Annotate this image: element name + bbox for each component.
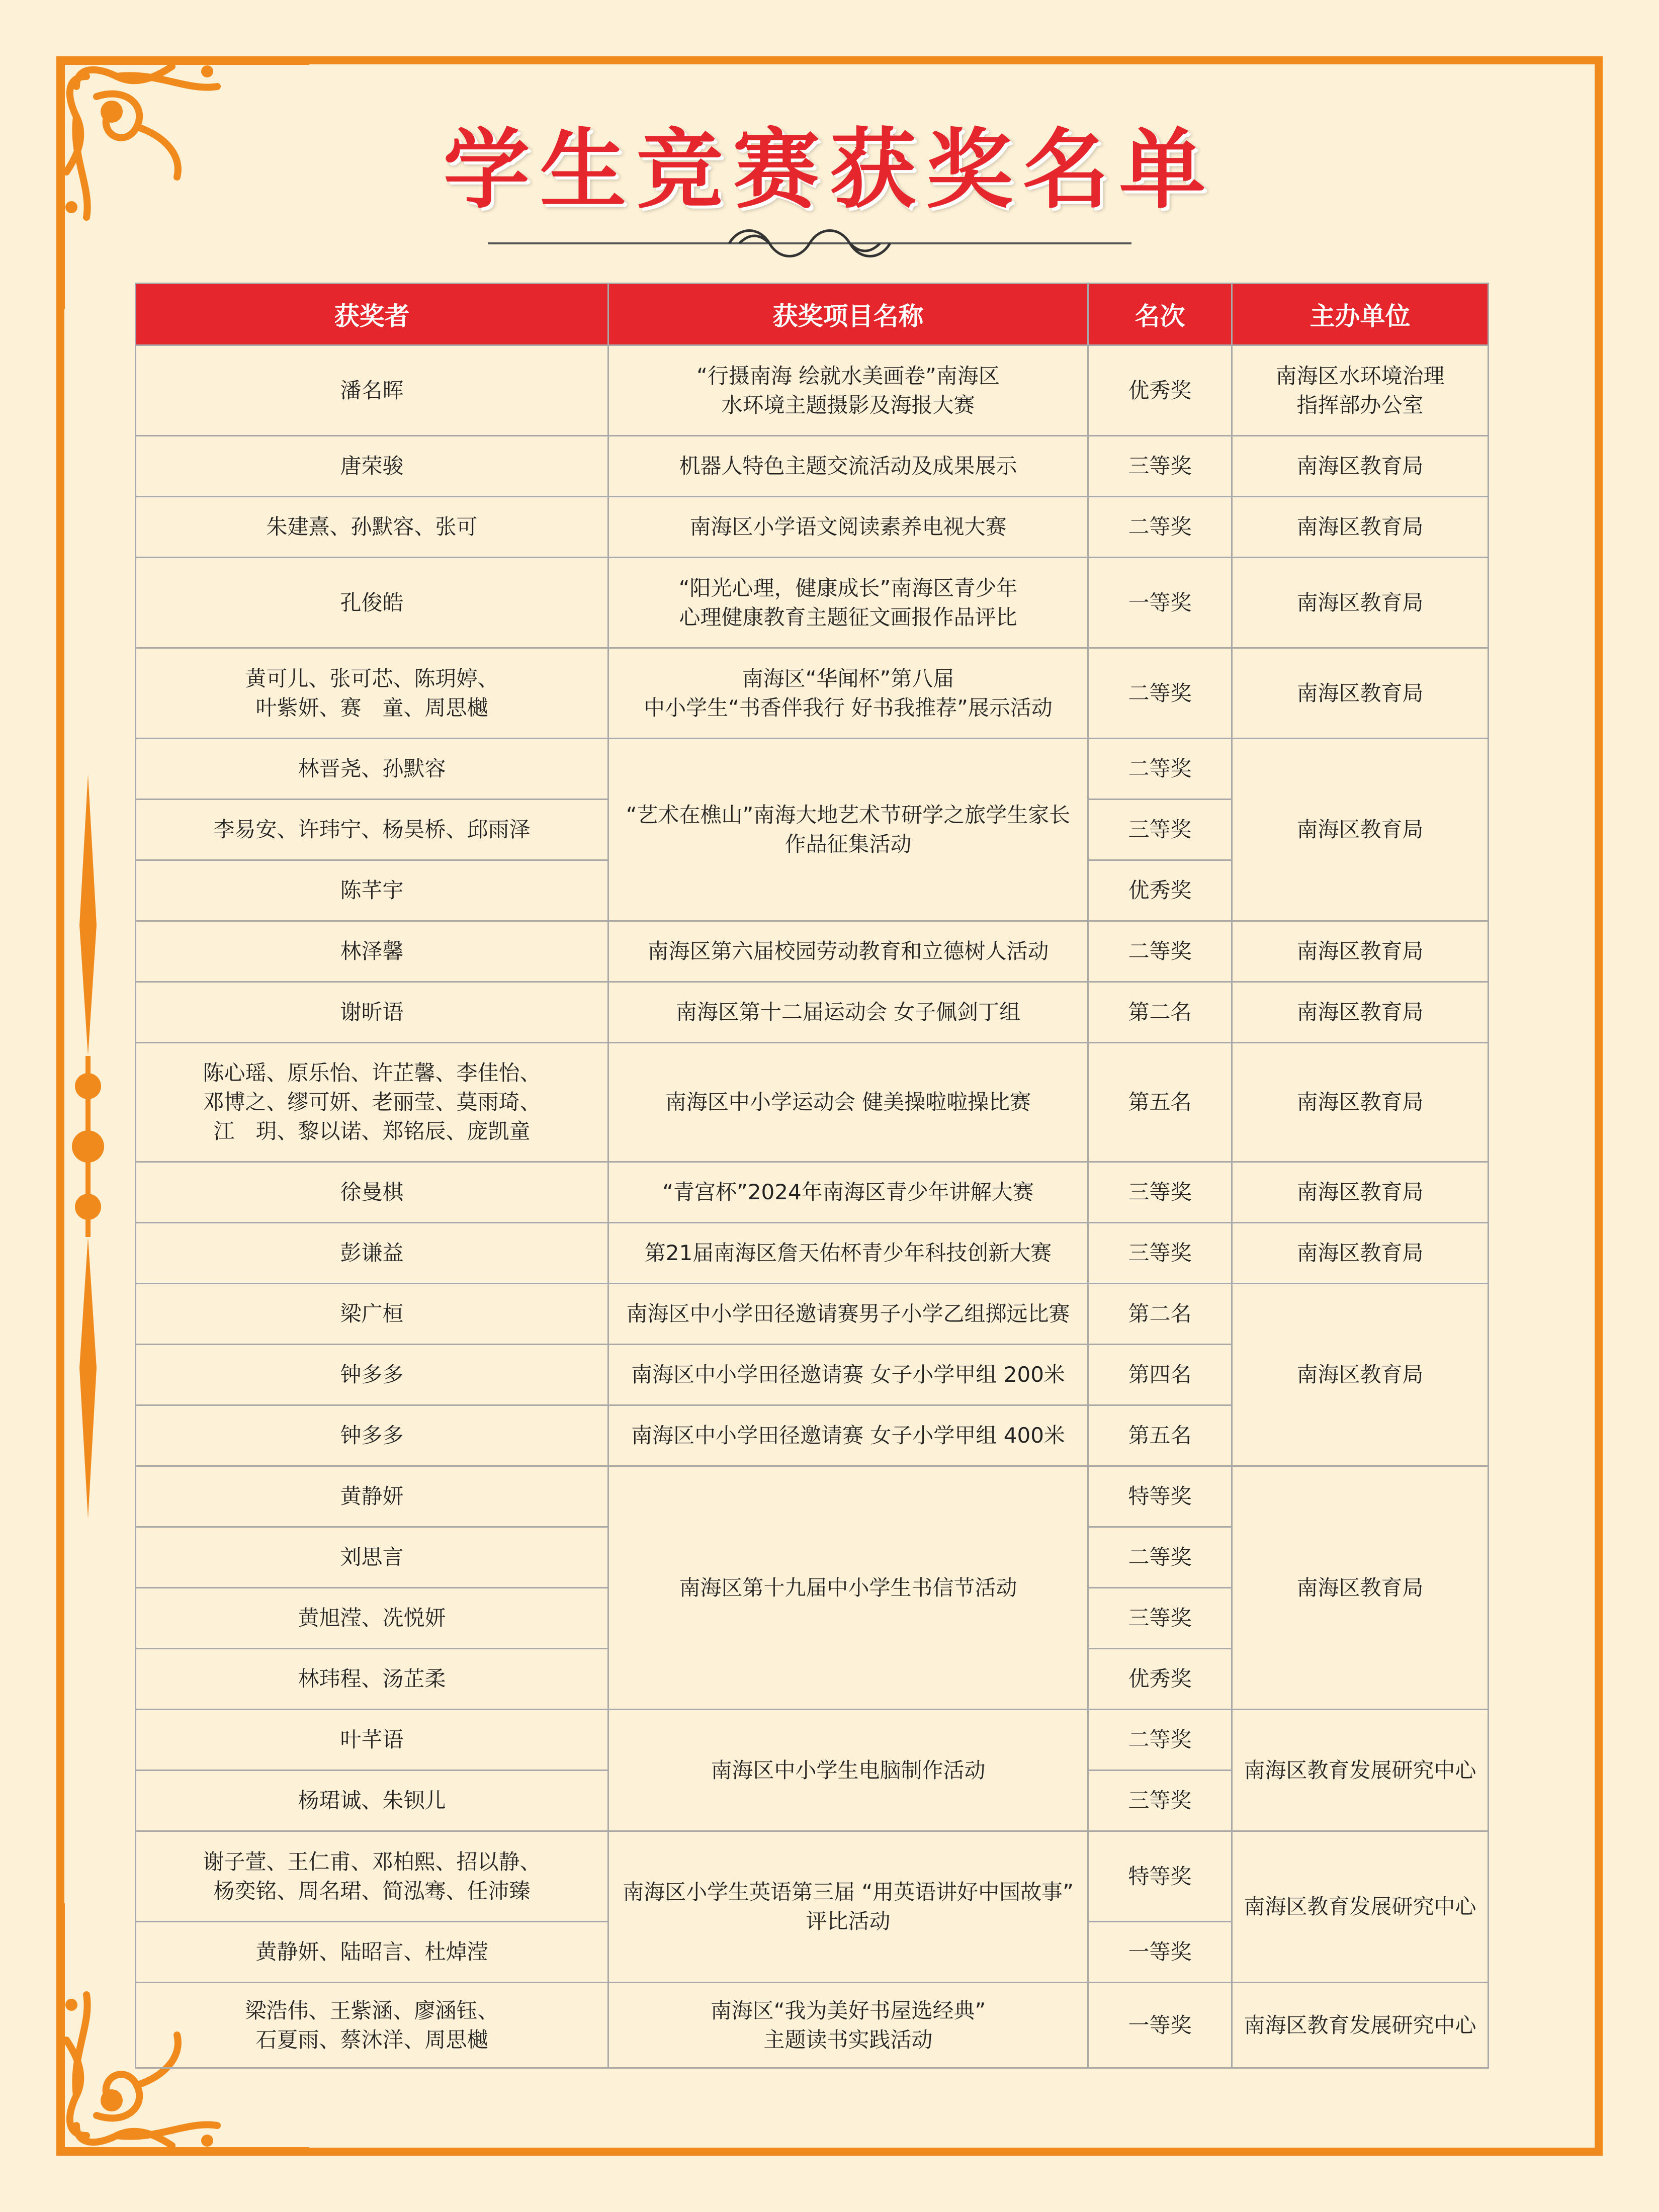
rank-cell: 二等奖: [1088, 1710, 1232, 1771]
winner-cell: 潘名晖: [136, 345, 608, 436]
header-organizer: 主办单位: [1232, 284, 1489, 345]
winner-cell: 陈心瑶、原乐怡、许芷馨、李佳怡、 邓博之、缪可妍、老丽莹、莫雨琦、 江 玥、黎以诺、郑铭辰、庞凯童: [136, 1043, 608, 1162]
winner-cell: 林晋尧、孙默容: [136, 739, 608, 800]
winner-cell: 刘思言: [136, 1527, 608, 1588]
rank-cell: 三等奖: [1088, 1588, 1232, 1649]
winner-cell: 黄可儿、张可芯、陈玥婷、 叶紫妍、赛 童、周思樾: [136, 648, 608, 739]
rank-cell: 三等奖: [1088, 436, 1232, 497]
winner-cell: 徐曼棋: [136, 1162, 608, 1223]
table-row: [136, 345, 1489, 436]
project-cell: 南海区“我为美好书屋选经典” 主题读书实践活动: [608, 1983, 1088, 2068]
rank-cell: 第五名: [1088, 1043, 1232, 1162]
winner-cell: 梁广桓: [136, 1284, 608, 1345]
organizer-cell: 南海区教育发展研究中心: [1232, 1710, 1489, 1831]
winner-cell: 谢昕语: [136, 982, 608, 1043]
organizer-cell: 南海区教育局: [1232, 1284, 1489, 1466]
winner-cell: 唐荣骏: [136, 436, 608, 497]
project-cell: 南海区小学语文阅读素养电视大赛: [608, 497, 1088, 558]
winner-cell: 林玮程、汤芷柔: [136, 1649, 608, 1710]
rank-cell: 二等奖: [1088, 648, 1232, 739]
project-cell: 南海区小学生英语第三届 “用英语讲好中国故事” 评比活动: [608, 1831, 1088, 1983]
table-row: [136, 1284, 1489, 1345]
header-project: 获奖项目名称: [608, 284, 1088, 345]
project-cell: “青宫杯”2024年南海区青少年讲解大赛: [608, 1162, 1088, 1223]
rank-cell: 一等奖: [1088, 558, 1232, 648]
organizer-cell: 南海区教育局: [1232, 739, 1489, 921]
table-row: [136, 739, 1489, 800]
organizer-cell: 南海区教育发展研究中心: [1232, 1831, 1489, 1983]
table-row: [136, 648, 1489, 739]
winner-cell: 杨珺诚、朱钡儿: [136, 1771, 608, 1831]
rank-cell: 第二名: [1088, 982, 1232, 1043]
organizer-cell: 南海区教育局: [1232, 497, 1489, 558]
rank-cell: 特等奖: [1088, 1831, 1232, 1922]
table-row: [136, 497, 1489, 558]
organizer-cell: 南海区教育局: [1232, 1043, 1489, 1162]
project-cell: 南海区第十九届中小学生书信节活动: [608, 1466, 1088, 1710]
winner-cell: 黄静妍、陆昭言、杜焯滢: [136, 1922, 608, 1983]
winner-cell: 叶芊语: [136, 1710, 608, 1771]
awards-table: [135, 283, 1489, 2069]
rank-cell: 特等奖: [1088, 1466, 1232, 1527]
project-cell: 第21届南海区詹天佑杯青少年科技创新大赛: [608, 1223, 1088, 1284]
project-cell: 南海区中小学田径邀请赛 女子小学甲组 200米: [608, 1345, 1088, 1405]
winner-cell: 陈芊宇: [136, 860, 608, 921]
rank-cell: 三等奖: [1088, 1771, 1232, 1831]
table-row: [136, 921, 1489, 982]
winner-cell: 孔俊皓: [136, 558, 608, 648]
table-header-row: [136, 284, 1489, 345]
winner-cell: 梁浩伟、王紫涵、廖涵钰、 石夏雨、蔡沐洋、周思樾: [136, 1983, 608, 2068]
table-row: [136, 1223, 1489, 1284]
organizer-cell: 南海区教育局: [1232, 436, 1489, 497]
table-row: [136, 1162, 1489, 1223]
rank-cell: 第五名: [1088, 1405, 1232, 1466]
project-cell: 南海区中小学运动会 健美操啦啦操比赛: [608, 1043, 1088, 1162]
table-row: [136, 558, 1489, 648]
table-row: [136, 1831, 1489, 1922]
table-row: [136, 982, 1489, 1043]
rank-cell: 优秀奖: [1088, 860, 1232, 921]
winner-cell: 钟多多: [136, 1345, 608, 1405]
winner-cell: 黄静妍: [136, 1466, 608, 1527]
organizer-cell: 南海区教育局: [1232, 1466, 1489, 1710]
winner-cell: 钟多多: [136, 1405, 608, 1466]
rank-cell: 二等奖: [1088, 497, 1232, 558]
project-cell: 机器人特色主题交流活动及成果展示: [608, 436, 1088, 497]
project-cell: 南海区中小学田径邀请赛 女子小学甲组 400米: [608, 1405, 1088, 1466]
winner-cell: 谢子萱、王仁甫、邓柏熙、招以静、 杨奕铭、周名珺、简泓骞、任沛臻: [136, 1831, 608, 1922]
title-divider-ornament: [488, 221, 1131, 261]
table-row: [136, 1466, 1489, 1527]
project-cell: “阳光心理，健康成长”南海区青少年 心理健康教育主题征文画报作品评比: [608, 558, 1088, 648]
winner-cell: 朱建熹、孙默容、张可: [136, 497, 608, 558]
header-winner: 获奖者: [136, 284, 608, 345]
project-cell: “行摄南海 绘就水美画卷”南海区 水环境主题摄影及海报大赛: [608, 345, 1088, 436]
header-rank: 名次: [1088, 284, 1232, 345]
rank-cell: 二等奖: [1088, 1527, 1232, 1588]
rank-cell: 一等奖: [1088, 1983, 1232, 2068]
rank-cell: 三等奖: [1088, 1162, 1232, 1223]
project-cell: 南海区中小学生电脑制作活动: [608, 1710, 1088, 1831]
project-cell: 南海区“华闻杯”第八届 中小学生“书香伴我行 好书我推荐”展示活动: [608, 648, 1088, 739]
winner-cell: 黄旭滢、冼悦妍: [136, 1588, 608, 1649]
table-row: [136, 436, 1489, 497]
organizer-cell: 南海区教育局: [1232, 1162, 1489, 1223]
side-ornament: [60, 774, 116, 1519]
rank-cell: 第二名: [1088, 1284, 1232, 1345]
table-row: [136, 1043, 1489, 1162]
winner-cell: 李易安、许玮宁、杨昊桥、邱雨泽: [136, 800, 608, 860]
winner-cell: 林泽馨: [136, 921, 608, 982]
rank-cell: 三等奖: [1088, 800, 1232, 860]
page-title: 学生竞赛获奖名单: [443, 119, 1216, 220]
organizer-cell: 南海区教育局: [1232, 921, 1489, 982]
project-cell: 南海区第十二届运动会 女子佩剑丁组: [608, 982, 1088, 1043]
organizer-cell: 南海区教育局: [1232, 982, 1489, 1043]
project-cell: 南海区中小学田径邀请赛男子小学乙组掷远比赛: [608, 1284, 1088, 1345]
table-row: [136, 1710, 1489, 1771]
table-row: [136, 1983, 1489, 2068]
rank-cell: 第四名: [1088, 1345, 1232, 1405]
rank-cell: 一等奖: [1088, 1922, 1232, 1983]
rank-cell: 二等奖: [1088, 921, 1232, 982]
rank-cell: 优秀奖: [1088, 1649, 1232, 1710]
organizer-cell: 南海区教育局: [1232, 648, 1489, 739]
project-cell: 南海区第六届校园劳动教育和立德树人活动: [608, 921, 1088, 982]
organizer-cell: 南海区教育发展研究中心: [1232, 1983, 1489, 2068]
project-cell: “艺术在樵山”南海大地艺术节研学之旅学生家长 作品征集活动: [608, 739, 1088, 921]
winner-cell: 彭谦益: [136, 1223, 608, 1284]
rank-cell: 优秀奖: [1088, 345, 1232, 436]
rank-cell: 二等奖: [1088, 739, 1232, 800]
rank-cell: 三等奖: [1088, 1223, 1232, 1284]
organizer-cell: 南海区教育局: [1232, 558, 1489, 648]
organizer-cell: 南海区水环境治理 指挥部办公室: [1232, 345, 1489, 436]
organizer-cell: 南海区教育局: [1232, 1223, 1489, 1284]
